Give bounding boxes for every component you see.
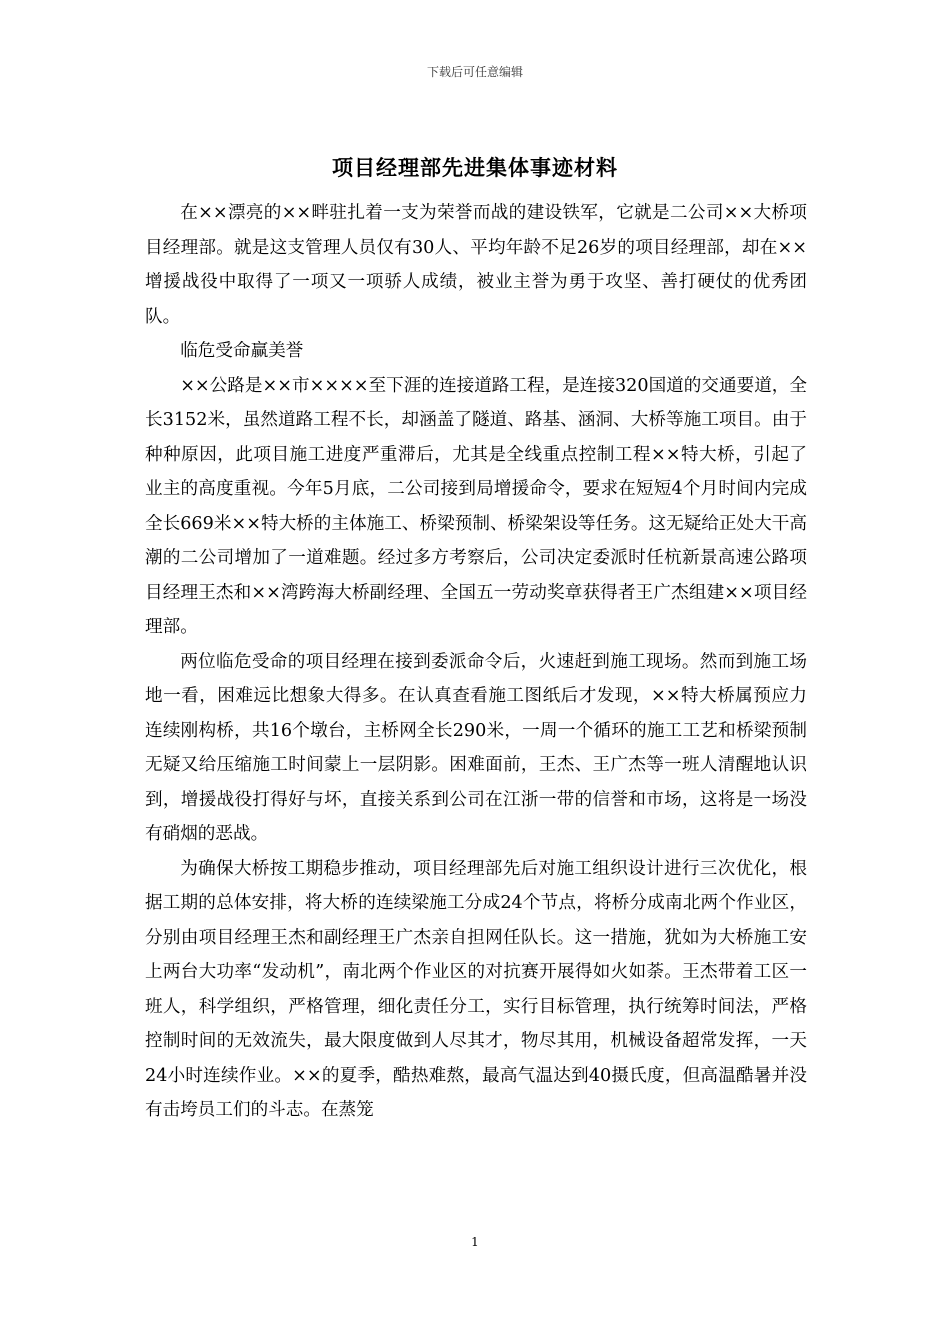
paragraph-construction: 为确保大桥按工期稳步推动，项目经理部先后对施工组织设计进行三次优化，根据工期的总体安排，将大桥的连续梁施工分成24个节点，将桥分成南北两个作业区，分别由项目经理王杰和副经理王广杰亲自担网任队长。这一措施，犹如为大桥施工安上两台大功率“发动机”，南北两个作业区的对抗赛开展得如火如荼。王杰带着工区一班人，科学组织，严格管理，细化责任分工，实行目标管理，执行统筹时间法，严格控制时间的无效流失，最大限度做到人尽其才，物尽其用，机械设备超常发挥，一天24小时连续作业。××的夏季，酷热难熬，最高气温达到40摄氏度，但高温酷暑并没有击垮员工们的斗志。在蒸笼: [145, 858, 807, 1120]
header-note: 下载后可任意编辑: [426, 65, 523, 79]
paragraph-intro: 在××漂亮的××畔驻扎着一支为荣誉而战的建设铁军，它就是二公司××大桥项目经理部。就是这支管理人员仅有30人、平均年龄不足26岁的项目经理部，却在××增援战役中取得了一项又一项骄人成绩，被业主誉为勇于攻坚、善打硬仗的优秀团队。: [145, 203, 807, 327]
paragraph-project-background: ××公路是××市××××至下涯的连接道路工程，是连接320国道的交通要道，全长3152米，虽然道路工程不长，却涵盖了隧道、路基、涵洞、大桥等施工项目。由于种种原因，此项目施工进度严重滞后，尤其是全线重点控制工程××特大桥，引起了业主的高度重视。今年5月底，二公司接到局增援命令，要求在短短4个月时间内完成全长669米××特大桥的主体施工、桥梁预制、桥梁架设等任务。这无疑给正处大干高潮的二公司增加了一道难题。经过多方考察后，公司决定委派时任杭新景高速公路项目经理王杰和××湾跨海大桥副经理、全国五一劳动奖章获得者王广杰组建××项目经理部。: [145, 375, 807, 637]
document-title: 项目经理部先进集体事迹材料: [332, 155, 618, 180]
section-heading: 临危受命赢美誉: [180, 341, 304, 361]
page-number: 1: [471, 1235, 479, 1249]
paragraph-arrival: 两位临危受命的项目经理在接到委派命令后，火速赶到施工现场。然而到施工场地一看，困难远比想象大得多。在认真查看施工图纸后才发现，××特大桥属预应力连续刚构桥，共16个墩台，主桥网全长290米，一周一个循环的施工工艺和桥梁预制无疑又给压缩施工时间蒙上一层阴影。困难面前，王杰、王广杰等一班人清醒地认识到，增援战役打得好与坏，直接关系到公司在江浙一带的信誉和市场，这将是一场没有硝烟的恶战。: [145, 651, 807, 844]
document-body: [145, 196, 807, 1128]
